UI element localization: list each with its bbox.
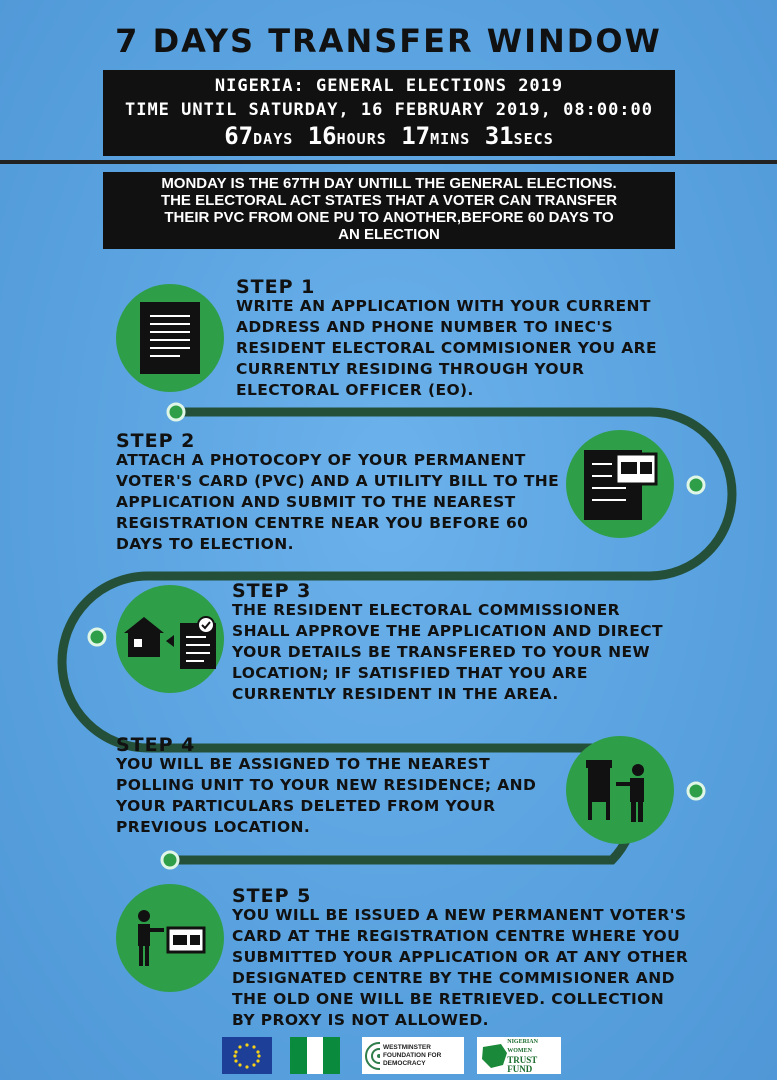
step-4-title: STEP 4	[116, 734, 196, 756]
step-4-text: YOU WILL BE ASSIGNED TO THE NEAREST POLLING UNIT TO YOUR NEW RESIDENCE; AND YOUR PARTICULARS DELETED FROM YOUR PREVIOUS LOCATION.	[116, 755, 537, 836]
eu-flag-logo	[222, 1037, 272, 1074]
path-node	[89, 629, 105, 645]
sponsor-logos	[0, 1037, 777, 1077]
voter-card-document-icon	[566, 430, 674, 538]
step-3-title: STEP 3	[232, 580, 312, 602]
step-2-circle	[566, 430, 674, 538]
nwtf-logo-top-text: NIGERIAN WOMEN	[507, 1038, 538, 1054]
countdown-hours: 16	[307, 122, 337, 150]
countdown-heading: NIGERIA: GENERAL ELECTIONS 2019	[214, 76, 564, 96]
notice-line: THE ELECTORAL ACT STATES THAT A VOTER CAN TRANSFER	[160, 192, 618, 209]
notice-line: THEIR PVC FROM ONE PU TO ANOTHER,BEFORE 60 DAYS TO	[164, 209, 614, 226]
path-node	[688, 783, 704, 799]
person-with-card-icon	[116, 884, 224, 992]
nwtf-logo	[477, 1037, 561, 1074]
page-title: 7 DAYS TRANSFER WINDOW	[115, 22, 662, 60]
nigeria-map-icon	[479, 1041, 507, 1071]
nwtf-logo-text: TRUST FUND	[507, 1054, 538, 1074]
wfd-logo-text: WESTMINSTER FOUNDATION FOR DEMOCRACY	[382, 1043, 442, 1067]
step-1-circle	[116, 284, 224, 392]
step-3-text: THE RESIDENT ELECTORAL COMMISSIONER SHALL APPROVE THE APPLICATION AND DIRECT YOUR DETAILS BE TRANSFERED TO YOUR NEW LOCATION; IF SATISFIED THAT YOU ARE CURRENTLY RESIDENT IN THE AREA.	[232, 601, 663, 703]
voting-booth-icon	[566, 736, 674, 844]
document-icon	[116, 284, 224, 392]
countdown-secs: 31	[484, 122, 514, 150]
path-node	[168, 404, 184, 420]
notice-line: MONDAY IS THE 67TH DAY UNTILL THE GENERAL ELECTIONS.	[161, 175, 617, 192]
path-node	[162, 852, 178, 868]
step-4-circle	[566, 736, 674, 844]
house-approved-document-icon	[116, 585, 224, 693]
step-2-title: STEP 2	[116, 430, 196, 452]
countdown-time-until: TIME UNTIL SATURDAY, 16 FEBRUARY 2019, 08:00:00	[124, 100, 654, 120]
countdown-days-unit: DAYS	[253, 130, 294, 148]
step-2-text: ATTACH A PHOTOCOPY OF YOUR PERMANENT VOTER'S CARD (PVC) AND A UTILITY BILL TO THE APPLICATION AND SUBMIT TO THE NEAREST REGISTRATION CENTRE NEAR YOU BEFORE 60 DAYS TO ELECTION.	[116, 451, 560, 553]
step-1-title: STEP 1	[236, 276, 316, 298]
step-5-title: STEP 5	[232, 885, 312, 907]
step-5-circle	[116, 884, 224, 992]
countdown-hours-unit: HOURS	[336, 130, 387, 148]
wfd-emblem-icon	[364, 1041, 380, 1071]
nigeria-flag-logo	[290, 1037, 340, 1074]
countdown-days: 67	[224, 122, 254, 150]
step-1-text: WRITE AN APPLICATION WITH YOUR CURRENT ADDRESS AND PHONE NUMBER TO INEC'S RESIDENT ELECTORAL COMMISIONER YOU ARE CURRENTLY RESIDING THROUGH YOUR ELECTORAL OFFICER (EO).	[236, 297, 657, 399]
wfd-logo	[362, 1037, 464, 1074]
path-node	[688, 477, 704, 493]
step-3-circle	[116, 585, 224, 693]
countdown-secs-unit: SECS	[513, 130, 554, 148]
countdown-mins: 17	[401, 122, 431, 150]
notice-line: AN ELECTION	[338, 226, 440, 243]
countdown-mins-unit: MINS	[430, 130, 471, 148]
step-5-text: YOU WILL BE ISSUED A NEW PERMANENT VOTER'S CARD AT THE REGISTRATION CENTRE WHERE YOU SUBMITTED YOUR APPLICATION OR AT ANY OTHER DESIGNATED CENTRE BY THE COMMISIONER AND THE OLD ONE WILL BE RETRIEVED. COLLECTION BY PROXY IS NOT ALLOWED.	[232, 906, 689, 1029]
